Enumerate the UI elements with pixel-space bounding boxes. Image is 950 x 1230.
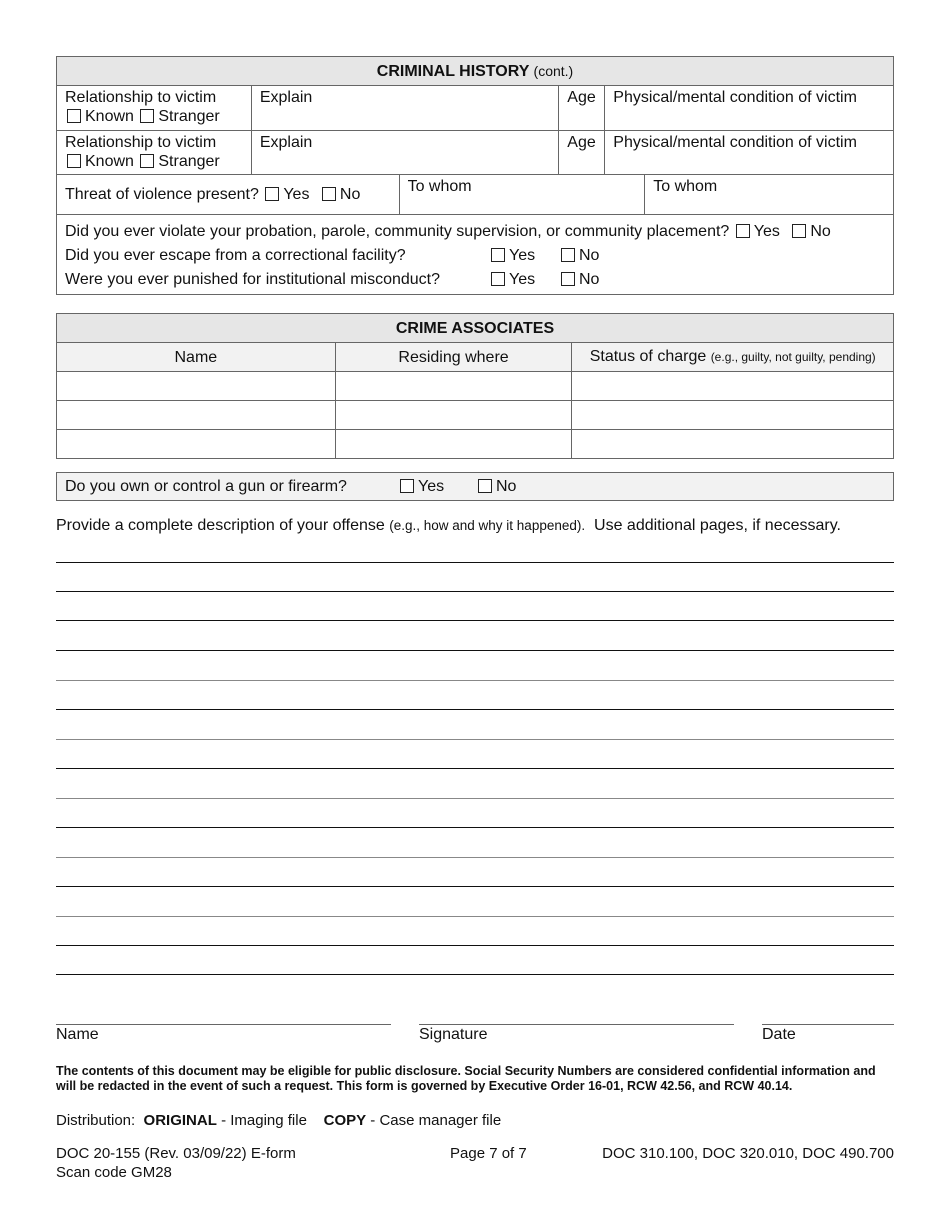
date-signature-line[interactable] (762, 1024, 894, 1025)
signature-label: Signature (419, 1026, 488, 1043)
associates-header-row (57, 343, 894, 372)
relationship-label: Relationship to victim (65, 89, 217, 106)
age-field[interactable] (559, 86, 605, 131)
firearm-question: Do you own or control a gun or firearm? (65, 478, 347, 495)
writing-line (56, 591, 894, 592)
col-residing: Residing where (335, 343, 572, 372)
scan-code: Scan code GM28 (56, 1164, 172, 1181)
threat-yes-label: Yes (283, 186, 310, 203)
associate-name-input[interactable] (57, 372, 336, 401)
distribution-copy-desc: - Case manager file (370, 1112, 502, 1129)
age-field[interactable] (559, 131, 605, 175)
name-label: Name (56, 1026, 99, 1043)
writing-line (56, 945, 894, 946)
escape-no-checkbox[interactable] (561, 248, 575, 262)
associate-status-input[interactable] (572, 430, 894, 459)
threat-yes-checkbox[interactable] (265, 187, 279, 201)
victim-row (57, 86, 894, 131)
stranger-label: Stranger (158, 153, 220, 170)
form-id: DOC 20-155 (Rev. 03/09/22) E-form (56, 1145, 296, 1162)
col-name: Name (57, 343, 336, 372)
writing-line (56, 562, 894, 563)
punished-yes-label: Yes (509, 271, 536, 288)
writing-line (56, 916, 894, 917)
to-whom-label: To whom (407, 178, 472, 195)
writing-line (56, 827, 894, 828)
to-whom-label: To whom (653, 178, 718, 195)
associate-residing-input[interactable] (335, 372, 572, 401)
associate-status-input[interactable] (572, 372, 894, 401)
associate-name-input[interactable] (57, 430, 336, 459)
stranger-label: Stranger (158, 108, 220, 125)
writing-line (56, 768, 894, 769)
writing-line (56, 620, 894, 621)
writing-line (56, 857, 894, 858)
table-row (57, 401, 894, 430)
relationship-cell (57, 131, 252, 175)
punished-no-label: No (579, 271, 600, 288)
victim-row (57, 131, 894, 175)
explain-field[interactable] (251, 131, 558, 175)
condition-label: Physical/mental condition of victim (613, 134, 857, 151)
threat-row (57, 175, 894, 215)
firearm-no-label: No (496, 478, 517, 495)
escape-no-label: No (579, 247, 600, 264)
violate-question: Did you ever violate your probation, parole, community supervision, or community placement? (65, 223, 730, 240)
punished-yes-checkbox[interactable] (491, 272, 505, 286)
supervision-questions-row (57, 215, 894, 295)
condition-field[interactable] (605, 86, 894, 131)
supervision-questions (57, 215, 894, 295)
writing-line (56, 798, 894, 799)
col-status: Status of charge (e.g., guilty, not guilty, pending) (572, 343, 894, 372)
violate-yes-checkbox[interactable] (736, 224, 750, 238)
stranger-checkbox[interactable] (140, 109, 154, 123)
firearm-no-checkbox[interactable] (478, 479, 492, 493)
threat-no-label: No (339, 186, 361, 203)
distribution (56, 1112, 501, 1129)
threat-cell (57, 175, 400, 215)
writing-line (56, 709, 894, 710)
writing-line (56, 886, 894, 887)
age-label: Age (567, 89, 596, 106)
distribution-original-desc: - Imaging file (221, 1112, 307, 1129)
condition-field[interactable] (605, 131, 894, 175)
to-whom-field-1[interactable] (399, 175, 645, 215)
criminal-history-table (56, 56, 894, 295)
threat-label: Threat of violence present? (65, 186, 259, 203)
violate-yes-label: Yes (753, 223, 780, 240)
associate-residing-input[interactable] (335, 401, 572, 430)
condition-label: Physical/mental condition of victim (613, 89, 857, 106)
punished-no-checkbox[interactable] (561, 272, 575, 286)
associate-status-input[interactable] (572, 401, 894, 430)
offense-prompt: Provide a complete description of your offense (e.g., how and why it happened). Use additional pages, if necessary. (56, 517, 841, 534)
policy-references: DOC 310.100, DOC 320.010, DOC 490.700 (602, 1145, 894, 1162)
crime-associates-table (56, 313, 894, 459)
stranger-checkbox[interactable] (140, 154, 154, 168)
known-checkbox[interactable] (67, 154, 81, 168)
distribution-copy: COPY (323, 1112, 367, 1129)
distribution-original: ORIGINAL (143, 1112, 217, 1129)
associate-name-input[interactable] (57, 401, 336, 430)
associate-residing-input[interactable] (335, 430, 572, 459)
firearm-yes-label: Yes (418, 478, 445, 495)
escape-yes-checkbox[interactable] (491, 248, 505, 262)
firearm-yes-checkbox[interactable] (400, 479, 414, 493)
relationship-cell (57, 86, 252, 131)
firearm-row (56, 472, 894, 501)
disclosure-notice: The contents of this document may be eligible for public disclosure. Social Security Numbers are considered confidential information and will be redacted in the event of such a request. This form is governed by Executive Order 16-01, RCW 42.56, and RCW 40.14. (56, 1064, 876, 1093)
explain-field[interactable] (251, 86, 558, 131)
escape-question: Did you ever escape from a correctional facility? (65, 247, 406, 264)
known-label: Known (85, 108, 134, 125)
criminal-history-title: CRIMINAL HISTORY (cont.) (57, 57, 894, 86)
table-row (57, 372, 894, 401)
writing-line (56, 650, 894, 651)
writing-line (56, 680, 894, 681)
punished-question: Were you ever punished for institutional misconduct? (65, 271, 441, 288)
crime-associates-title: CRIME ASSOCIATES (57, 314, 894, 343)
escape-yes-label: Yes (509, 247, 536, 264)
name-signature-line[interactable] (56, 1024, 391, 1025)
relationship-label: Relationship to victim (65, 134, 217, 151)
explain-label: Explain (259, 134, 313, 151)
table-row (57, 430, 894, 459)
signature-line[interactable] (419, 1024, 734, 1025)
writing-line (56, 739, 894, 740)
violate-no-checkbox[interactable] (792, 224, 806, 238)
explain-label: Explain (259, 89, 313, 106)
date-label: Date (762, 1026, 796, 1043)
known-checkbox[interactable] (67, 109, 81, 123)
known-label: Known (85, 153, 134, 170)
to-whom-field-2[interactable] (645, 175, 894, 215)
writing-line (56, 974, 894, 975)
page-number: Page 7 of 7 (450, 1145, 527, 1162)
threat-no-checkbox[interactable] (322, 187, 336, 201)
age-label: Age (567, 134, 596, 151)
distribution-label: Distribution: (56, 1112, 136, 1129)
violate-no-label: No (810, 223, 831, 240)
